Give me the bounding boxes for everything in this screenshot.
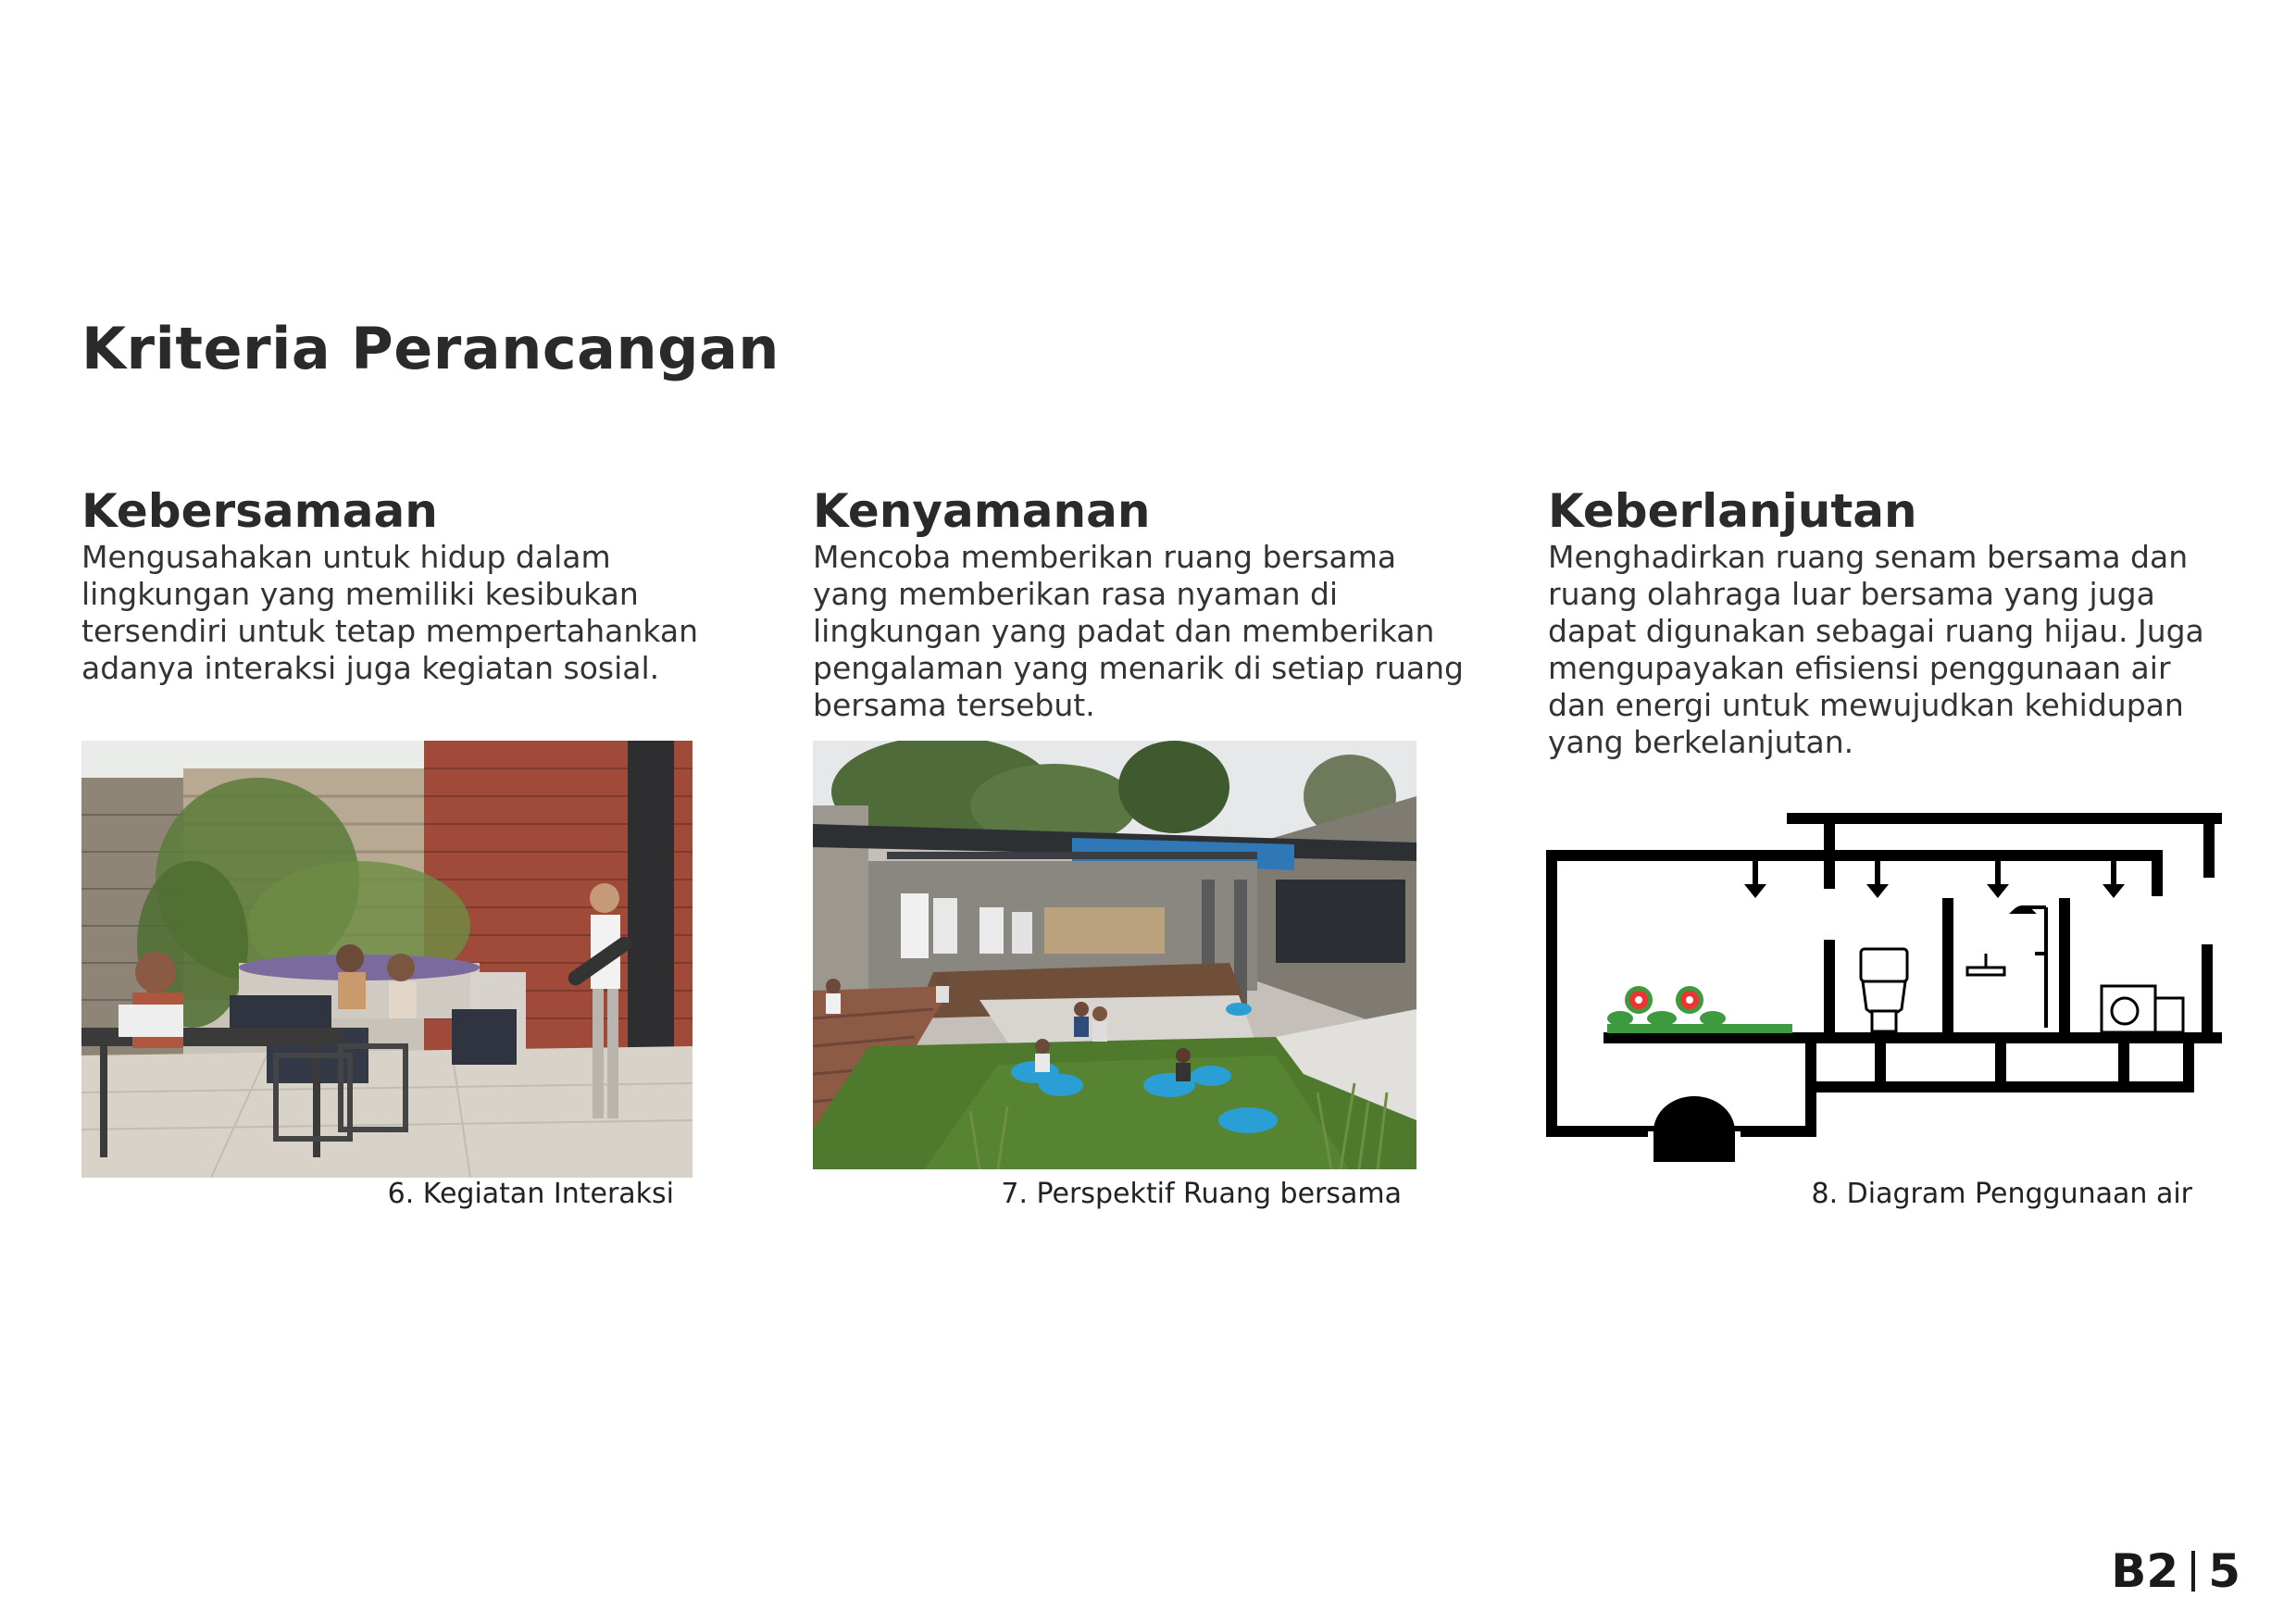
page-index: 5 [2208, 1544, 2240, 1598]
section-code: B2 [2111, 1544, 2179, 1598]
shared-space-illustration [813, 741, 1416, 1169]
criteria-heading: Kebersamaan [81, 484, 438, 538]
page-title: Kriteria Perancangan [81, 315, 780, 382]
figure-water-usage-diagram [1546, 805, 2222, 1162]
criteria-body: Mengusahakan untuk hidup dalam lingkungan yang memiliki kesibukan tersendiri untuk tetap mempertahankan adanya interaksi juga kegiatan sosial. [81, 539, 698, 686]
page-number [2111, 1544, 2240, 1598]
criteria-heading: Kenyamanan [813, 484, 1151, 538]
figure-interaction-courtyard [81, 741, 693, 1178]
criteria-kenyamanan [813, 483, 1479, 724]
courtyard-illustration [81, 741, 693, 1178]
figure-caption: 6. Kegiatan Interaksi [387, 1178, 674, 1210]
criteria-heading: Keberlanjutan [1548, 484, 1917, 538]
criteria-keberlanjutan [1548, 483, 2233, 761]
criteria-kebersamaan [81, 483, 730, 687]
criteria-body: Mencoba memberikan ruang bersama yang memberikan rasa nyaman di lingkungan yang padat dan memberikan pengalaman yang menarik di setiap ruang bersama tersebut. [813, 539, 1464, 723]
figure-caption: 7. Perspektif Ruang bersama [1001, 1178, 1402, 1210]
criteria-body: Menghadirkan ruang senam bersama dan ruang olahraga luar bersama yang juga dapat digunakan sebagai ruang hijau. Juga mengupayakan efisiensi penggunaan air dan energi untuk mewujudkan kehidupan yang berkelanjutan. [1548, 539, 2204, 760]
water-diagram [1546, 805, 2222, 1162]
figure-shared-space-perspective [813, 741, 1416, 1169]
divider [2191, 1551, 2195, 1592]
figure-caption: 8. Diagram Penggunaan air [1811, 1178, 2192, 1210]
